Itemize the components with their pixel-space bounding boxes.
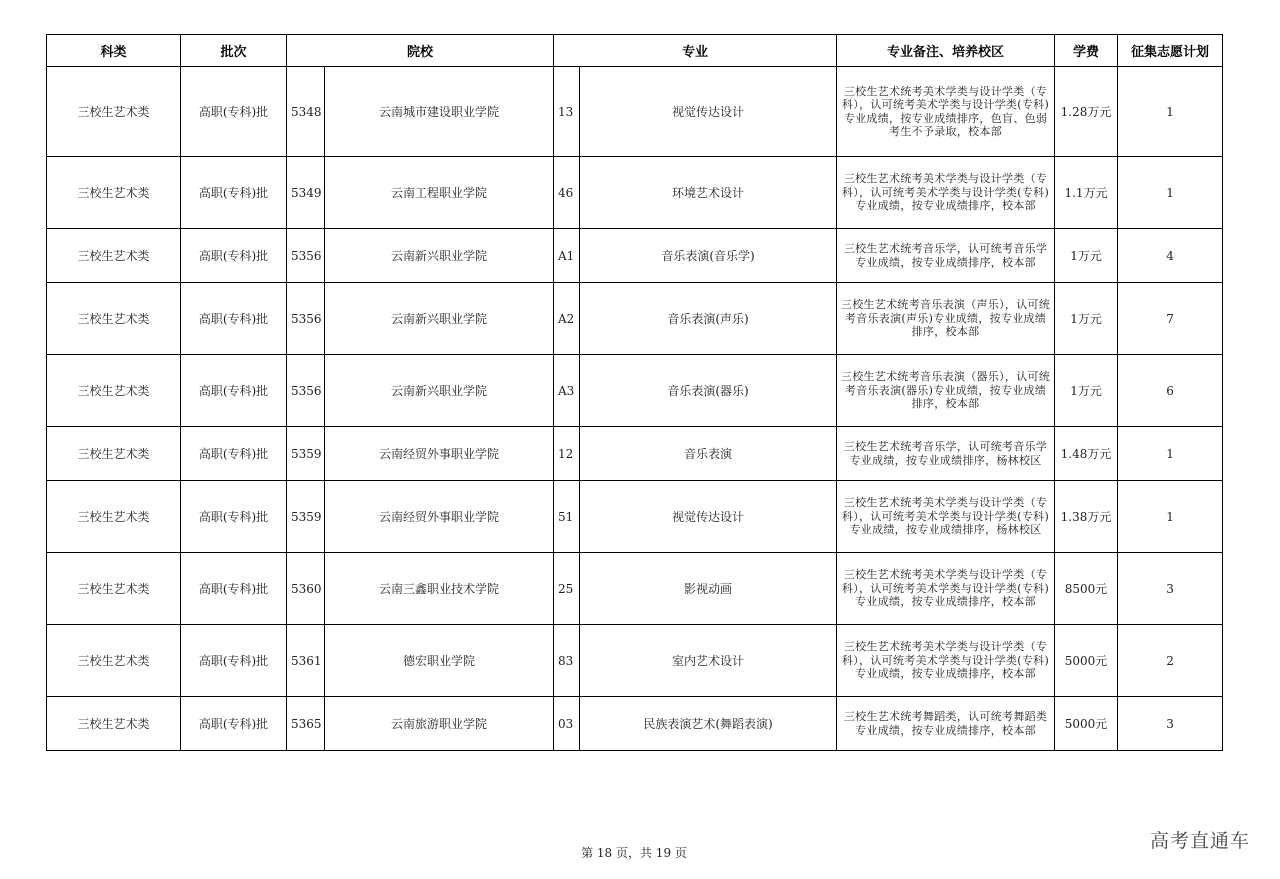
cell-school-code: 5356	[287, 283, 325, 355]
cell-school-name: 云南新兴职业学院	[325, 229, 554, 283]
cell-batch: 高职(专科)批	[181, 157, 287, 229]
watermark: 高考直通车	[1149, 830, 1250, 852]
cell-category: 三校生艺术类	[47, 553, 181, 625]
page-number: 第 18 页，共 19 页	[581, 846, 687, 860]
cell-school-code: 5349	[287, 157, 325, 229]
table-row	[47, 625, 1223, 697]
cell-plan: 1	[1118, 157, 1223, 229]
cell-fee: 1.28万元	[1055, 67, 1118, 157]
cell-notes: 三校生艺术统考美术学类与设计学类（专科），认可统考美术学类与设计学类(专科)专业成绩，按专业成绩排序，校本部	[837, 625, 1055, 697]
cell-major-code: A2	[554, 283, 580, 355]
cell-plan: 2	[1118, 625, 1223, 697]
cell-major-code: 13	[554, 67, 580, 157]
header-notes: 专业备注、培养校区	[837, 35, 1055, 67]
cell-batch: 高职(专科)批	[181, 427, 287, 481]
cell-category: 三校生艺术类	[47, 157, 181, 229]
cell-plan: 1	[1118, 67, 1223, 157]
cell-category: 三校生艺术类	[47, 67, 181, 157]
cell-category: 三校生艺术类	[47, 283, 181, 355]
table-header-row	[47, 35, 1223, 67]
cell-notes: 三校生艺术统考美术学类与设计学类（专科），认可统考美术学类与设计学类(专科)专业成绩，按专业成绩排序，校本部	[837, 553, 1055, 625]
cell-school-name: 云南新兴职业学院	[325, 283, 554, 355]
cell-school-name: 云南工程职业学院	[325, 157, 554, 229]
cell-fee: 1万元	[1055, 355, 1118, 427]
cell-school-name: 云南经贸外事职业学院	[325, 427, 554, 481]
cell-plan: 1	[1118, 427, 1223, 481]
cell-batch: 高职(专科)批	[181, 67, 287, 157]
cell-major-name: 视觉传达设计	[580, 481, 837, 553]
cell-school-code: 5359	[287, 481, 325, 553]
cell-fee: 1.1万元	[1055, 157, 1118, 229]
cell-major-code: A3	[554, 355, 580, 427]
cell-batch: 高职(专科)批	[181, 481, 287, 553]
cell-category: 三校生艺术类	[47, 355, 181, 427]
cell-notes: 三校生艺术统考美术学类与设计学类（专科），认可统考美术学类与设计学类(专科)专业成绩，按专业成绩排序，校本部	[837, 157, 1055, 229]
cell-category: 三校生艺术类	[47, 481, 181, 553]
table-row	[47, 481, 1223, 553]
cell-plan: 4	[1118, 229, 1223, 283]
cell-major-name: 音乐表演(音乐学)	[580, 229, 837, 283]
cell-notes: 三校生艺术统考美术学类与设计学类（专科），认可统考美术学类与设计学类(专科)专业成绩，按专业成绩排序，杨林校区	[837, 481, 1055, 553]
cell-plan: 1	[1118, 481, 1223, 553]
cell-fee: 1万元	[1055, 229, 1118, 283]
cell-major-name: 影视动画	[580, 553, 837, 625]
cell-batch: 高职(专科)批	[181, 625, 287, 697]
cell-category: 三校生艺术类	[47, 625, 181, 697]
cell-school-name: 云南经贸外事职业学院	[325, 481, 554, 553]
cell-school-name: 云南三鑫职业技术学院	[325, 553, 554, 625]
cell-school-code: 5348	[287, 67, 325, 157]
cell-major-code: 12	[554, 427, 580, 481]
header-school: 院校	[287, 35, 554, 67]
cell-notes: 三校生艺术统考音乐学，认可统考音乐学专业成绩，按专业成绩排序，校本部	[837, 229, 1055, 283]
table-row	[47, 67, 1223, 157]
cell-fee: 1.38万元	[1055, 481, 1118, 553]
cell-major-code: A1	[554, 229, 580, 283]
cell-school-code: 5356	[287, 355, 325, 427]
cell-major-code: 25	[554, 553, 580, 625]
cell-notes: 三校生艺术统考美术学类与设计学类（专科），认可统考美术学类与设计学类(专科)专业成绩，按专业成绩排序，色盲、色弱考生不予录取，校本部	[837, 67, 1055, 157]
table-row	[47, 427, 1223, 481]
cell-category: 三校生艺术类	[47, 427, 181, 481]
cell-fee: 1.48万元	[1055, 427, 1118, 481]
table-row	[47, 283, 1223, 355]
cell-school-name: 云南城市建设职业学院	[325, 67, 554, 157]
cell-category: 三校生艺术类	[47, 229, 181, 283]
cell-major-name: 视觉传达设计	[580, 67, 837, 157]
cell-school-name: 德宏职业学院	[325, 625, 554, 697]
cell-notes: 三校生艺术统考音乐表演（声乐），认可统考音乐表演(声乐)专业成绩，按专业成绩排序，校本部	[837, 283, 1055, 355]
cell-batch: 高职(专科)批	[181, 355, 287, 427]
cell-fee: 5000元	[1055, 697, 1118, 751]
cell-batch: 高职(专科)批	[181, 283, 287, 355]
table-row	[47, 697, 1223, 751]
table-row	[47, 157, 1223, 229]
cell-school-code: 5360	[287, 553, 325, 625]
header-major: 专业	[554, 35, 837, 67]
cell-batch: 高职(专科)批	[181, 697, 287, 751]
cell-school-name: 云南旅游职业学院	[325, 697, 554, 751]
cell-notes: 三校生艺术统考舞蹈类，认可统考舞蹈类专业成绩，按专业成绩排序，校本部	[837, 697, 1055, 751]
cell-notes: 三校生艺术统考音乐学，认可统考音乐学专业成绩，按专业成绩排序，杨林校区	[837, 427, 1055, 481]
cell-fee: 5000元	[1055, 625, 1118, 697]
cell-major-name: 音乐表演(声乐)	[580, 283, 837, 355]
header-plan: 征集志愿计划	[1118, 35, 1223, 67]
cell-plan: 3	[1118, 553, 1223, 625]
header-category: 科类	[47, 35, 181, 67]
header-fee: 学费	[1055, 35, 1118, 67]
cell-school-code: 5359	[287, 427, 325, 481]
cell-school-name: 云南新兴职业学院	[325, 355, 554, 427]
cell-plan: 6	[1118, 355, 1223, 427]
cell-batch: 高职(专科)批	[181, 553, 287, 625]
cell-fee: 8500元	[1055, 553, 1118, 625]
table-row	[47, 229, 1223, 283]
header-batch: 批次	[181, 35, 287, 67]
cell-major-code: 46	[554, 157, 580, 229]
table-row	[47, 355, 1223, 427]
cell-major-code: 51	[554, 481, 580, 553]
cell-school-code: 5361	[287, 625, 325, 697]
cell-notes: 三校生艺术统考音乐表演（器乐），认可统考音乐表演(器乐)专业成绩，按专业成绩排序，校本部	[837, 355, 1055, 427]
cell-major-code: 83	[554, 625, 580, 697]
cell-major-name: 音乐表演(器乐)	[580, 355, 837, 427]
cell-category: 三校生艺术类	[47, 697, 181, 751]
cell-school-code: 5365	[287, 697, 325, 751]
cell-batch: 高职(专科)批	[181, 229, 287, 283]
cell-major-code: 03	[554, 697, 580, 751]
cell-major-name: 环境艺术设计	[580, 157, 837, 229]
cell-plan: 7	[1118, 283, 1223, 355]
cell-fee: 1万元	[1055, 283, 1118, 355]
cell-school-code: 5356	[287, 229, 325, 283]
cell-major-name: 室内艺术设计	[580, 625, 837, 697]
cell-plan: 3	[1118, 697, 1223, 751]
cell-major-name: 民族表演艺术(舞蹈表演)	[580, 697, 837, 751]
admission-table	[46, 34, 1223, 751]
table-row	[47, 553, 1223, 625]
cell-major-name: 音乐表演	[580, 427, 837, 481]
